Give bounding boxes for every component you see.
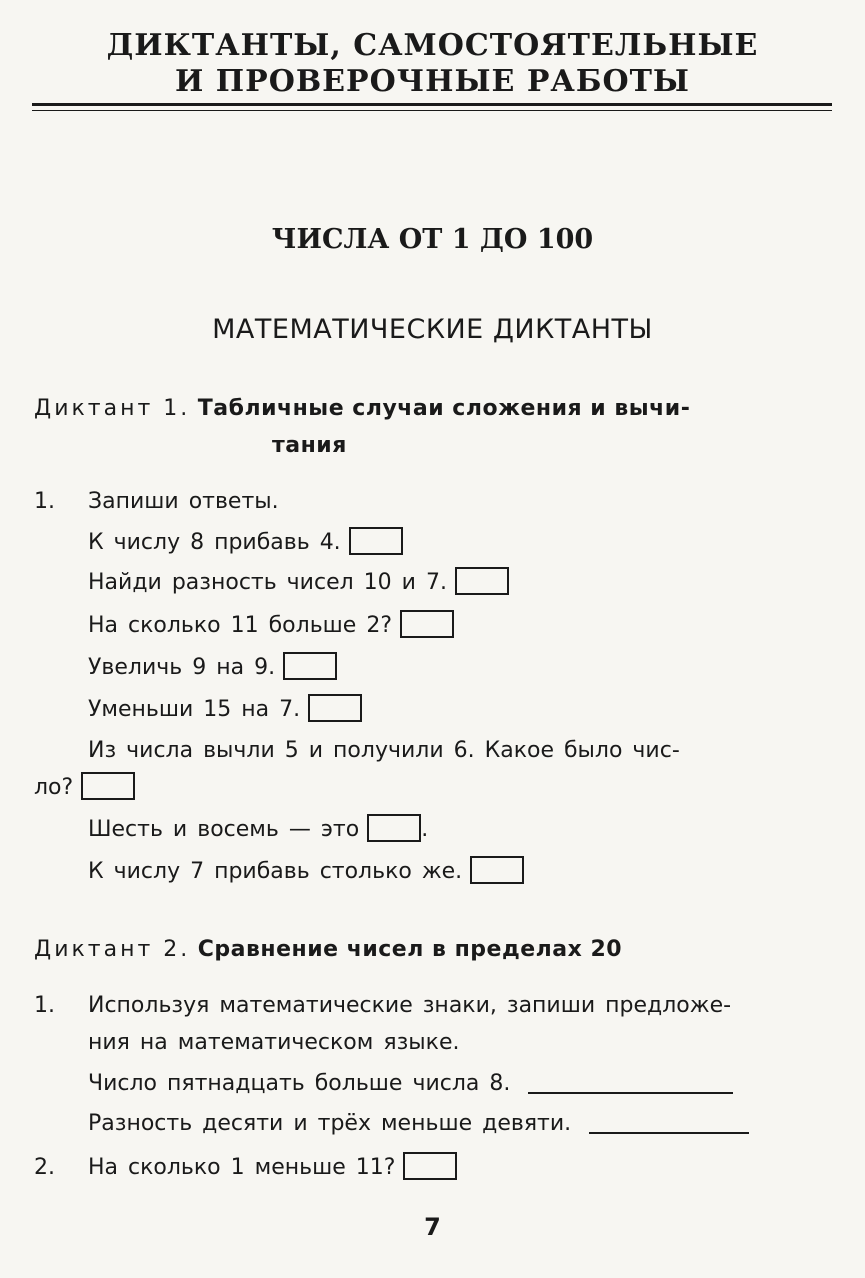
answer-line[interactable]: [528, 1072, 733, 1094]
answer-box[interactable]: [349, 527, 403, 555]
section-title: ЧИСЛА ОТ 1 ДО 100: [271, 224, 594, 255]
dictation2-topic: Сравнение чисел в пределах 20: [197, 937, 623, 962]
dictation1-heading: [34, 393, 690, 425]
item-text: ло?: [34, 775, 74, 800]
dictation2-task1-line2: ния на математическом языке.: [88, 1030, 460, 1055]
item-text: Увеличь 9 на 9.: [88, 655, 276, 680]
answer-box[interactable]: [403, 1152, 457, 1180]
dictation1-item-6: Из числа вычли 5 и получили 6. Какое было чис-: [88, 738, 680, 763]
subsection-title: МАТЕМАТИЧЕСКИЕ ДИКТАНТЫ: [212, 314, 653, 345]
dictation1-item-4: [88, 652, 337, 684]
dictation2-heading: [34, 934, 622, 966]
dictation1-item-1: [88, 527, 403, 559]
answer-box[interactable]: [81, 772, 135, 800]
dictation1-item-8: [88, 856, 524, 888]
dictation2-task2: [88, 1152, 457, 1184]
dictation2-statement-1: [88, 1068, 733, 1100]
dictation2-statement-2: [88, 1108, 749, 1140]
answer-box[interactable]: [470, 856, 524, 884]
header-rule-thick: [32, 103, 832, 106]
dictation1-item-6-cont: [34, 772, 135, 804]
task-text: На сколько 1 меньше 11?: [88, 1155, 396, 1180]
dictation2-task2-number: 2.: [34, 1155, 55, 1180]
answer-box[interactable]: [400, 610, 454, 638]
dictation1-item-5: [88, 694, 362, 726]
answer-box[interactable]: [455, 567, 509, 595]
item-text: К числу 8 прибавь 4.: [88, 530, 341, 555]
dictation1-topic: Табличные случаи сложения и вычи-: [197, 396, 691, 421]
dictation1-item-3: [88, 610, 454, 642]
dictation2-task1-line1: Используя математические знаки, запиши предложе-: [88, 993, 732, 1018]
statement-text: Разность десяти и трёх меньше девяти.: [88, 1111, 572, 1136]
page-number: 7: [424, 1213, 441, 1241]
dictation2-task1-number: 1.: [34, 993, 55, 1018]
answer-box[interactable]: [367, 814, 421, 842]
dictation1-item-2: [88, 567, 509, 599]
dictation1-heading-cont: [272, 430, 347, 462]
item-text: Шесть и восемь — это: [88, 817, 360, 842]
item-text: На сколько 11 больше 2?: [88, 613, 393, 638]
answer-box[interactable]: [283, 652, 337, 680]
header-rule-thin: [32, 110, 832, 111]
header-title-line1: ДИКТАНТЫ, САМОСТОЯТЕЛЬНЫЕ: [106, 28, 759, 63]
answer-line[interactable]: [589, 1112, 749, 1134]
dictation2-label: Диктант 2.: [34, 937, 191, 962]
item-text: К числу 7 прибавь столько же.: [88, 859, 463, 884]
dictation1-task1-intro: Запиши ответы.: [88, 489, 279, 514]
item-text: Уменьши 15 на 7.: [88, 697, 301, 722]
dictation1-topic-cont: тания: [272, 433, 347, 458]
item-period: .: [421, 817, 429, 842]
header-title-line2: И ПРОВЕРОЧНЫЕ РАБОТЫ: [175, 64, 690, 99]
item-text: Найди разность чисел 10 и 7.: [88, 570, 447, 595]
statement-text: Число пятнадцать больше числа 8.: [88, 1071, 511, 1096]
answer-box[interactable]: [308, 694, 362, 722]
dictation1-label: Диктант 1.: [34, 396, 191, 421]
dictation1-item-7: [88, 814, 428, 846]
dictation1-task1-number: 1.: [34, 489, 55, 514]
